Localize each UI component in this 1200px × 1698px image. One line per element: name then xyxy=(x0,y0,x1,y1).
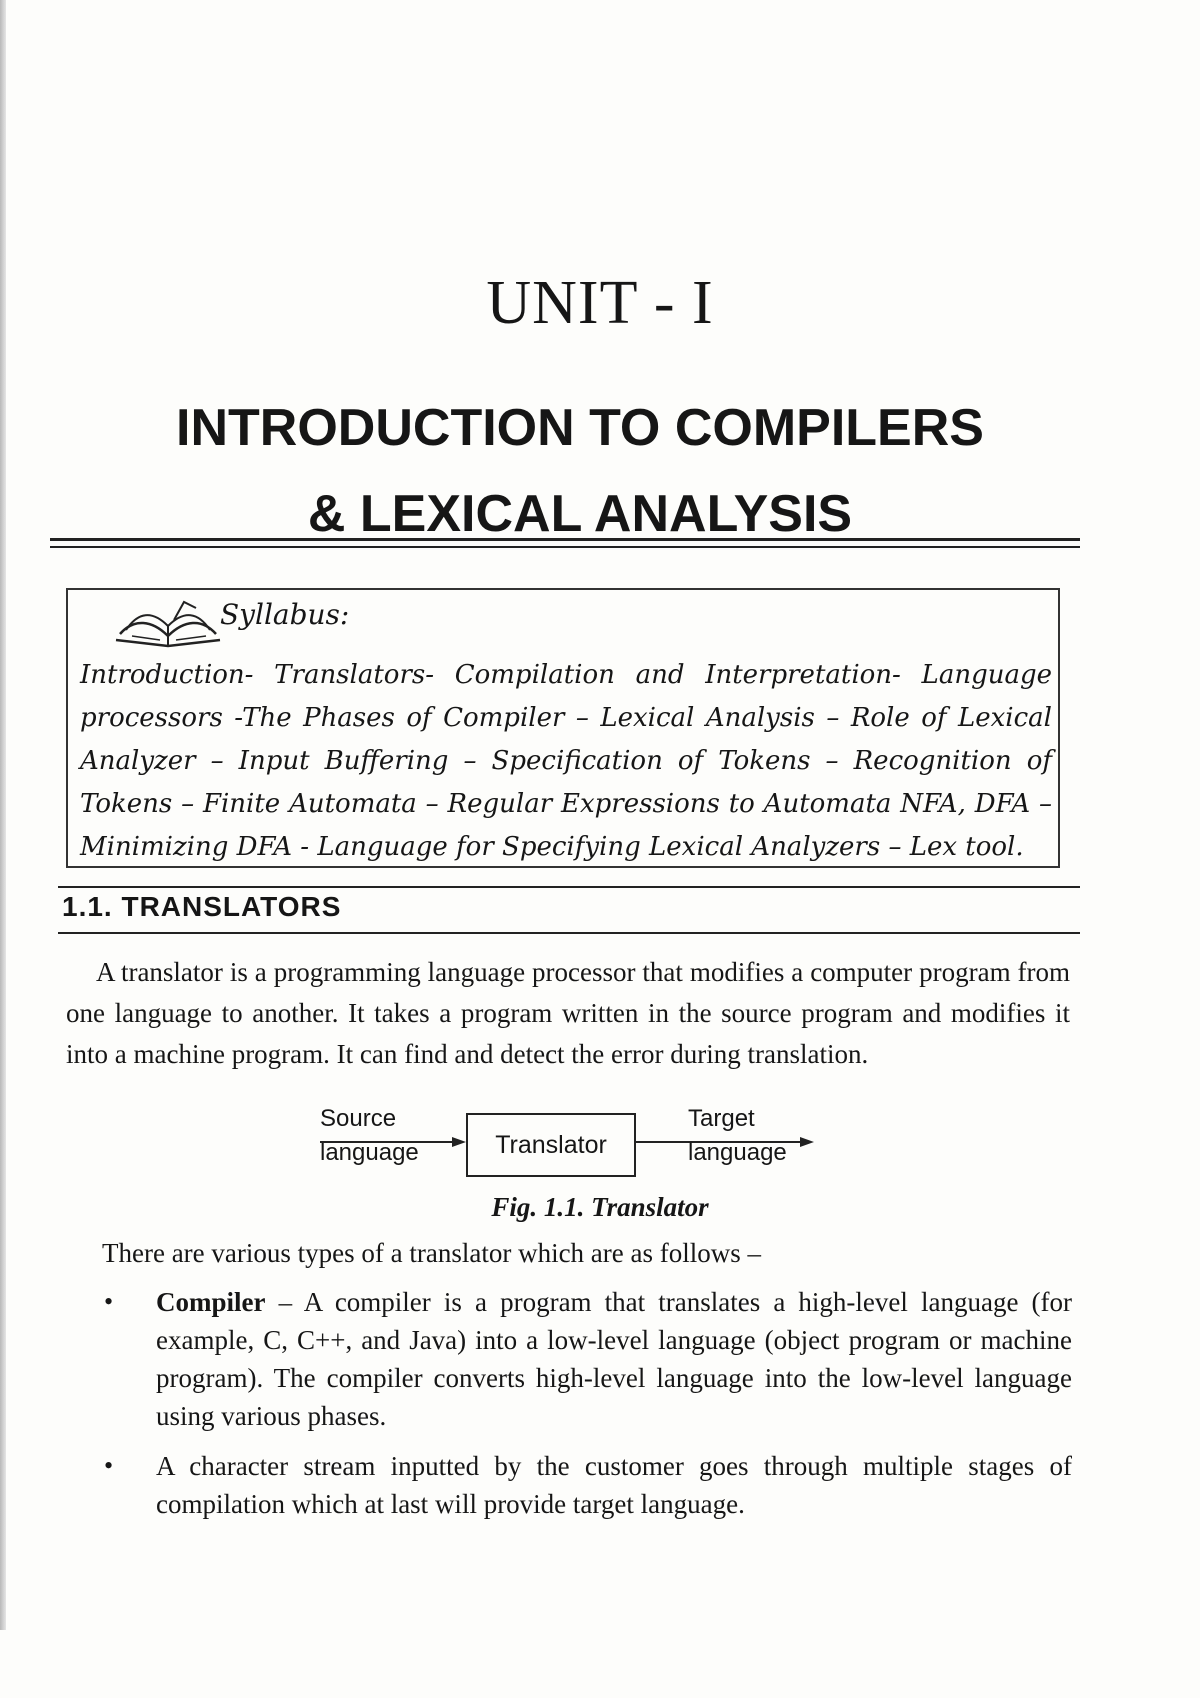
arrow-head-icon xyxy=(452,1137,466,1147)
syllabus-box xyxy=(66,588,1060,868)
types-intro: There are various types of a translator which are as follows – xyxy=(102,1238,762,1268)
page-binding-edge xyxy=(0,0,6,1630)
list-item xyxy=(100,1283,1072,1435)
bullet-term: Compiler xyxy=(156,1287,266,1317)
chapter-title-line-2: & LEXICAL ANALYSIS xyxy=(307,485,853,543)
target-label-line-2: language xyxy=(688,1139,787,1166)
source-label-line-1: Source xyxy=(320,1105,397,1132)
bullet-text: – A compiler is a program that translates a high-level language (for example, C, C++, and Java) into a low-level language (object program or machine program). The compiler converts high-level language into the low-level language using various phases. xyxy=(156,1287,1072,1431)
bullet-icon: • xyxy=(104,1287,114,1316)
bullet-text: A character stream inputted by the customer goes through multiple stages of compilation which at last will provide target language. xyxy=(156,1451,1072,1519)
source-label-line-2: language xyxy=(320,1139,419,1166)
bullet-icon: • xyxy=(104,1451,114,1480)
translator-box: Translator xyxy=(466,1113,636,1177)
translator-paragraph: A translator is a programming language processor that modifies a computer program from one language to another. It takes a program written in the source program and modifies it into a machine program. It can find and detect the error during translation. xyxy=(66,957,1070,1069)
figure-caption: Fig. 1.1. Translator xyxy=(491,1192,709,1222)
chapter-title xyxy=(60,385,1100,557)
target-label-line-1: Target xyxy=(688,1105,755,1132)
list-item xyxy=(100,1447,1072,1523)
section-rule-bottom xyxy=(58,932,1080,934)
title-divider xyxy=(50,538,1080,548)
section-rule-top xyxy=(58,886,1080,888)
syllabus-heading: Syllabus: xyxy=(220,598,350,631)
open-book-icon xyxy=(112,596,224,652)
syllabus-text: Introduction- Translators- Compilation and Interpretation- Language processors -The Phases of Compiler – Lexical Analysis – Role of Lexical Analyzer – Input Buffering – Specification of Tokens – Recognition of Tokens – Finite Automata – Regular Expressions to Automata NFA, DFA – Minimizing DFA - Language for Specifying Lexical Analyzers – Lex tool. xyxy=(80,660,1052,862)
unit-title: UNIT - I xyxy=(486,269,714,337)
translator-diagram xyxy=(320,1105,820,1195)
chapter-title-line-1: INTRODUCTION TO COMPILERS xyxy=(176,399,984,457)
arrow-head-icon xyxy=(800,1137,814,1147)
section-heading: 1.1. TRANSLATORS xyxy=(62,891,342,922)
translator-types-list xyxy=(100,1283,1072,1523)
